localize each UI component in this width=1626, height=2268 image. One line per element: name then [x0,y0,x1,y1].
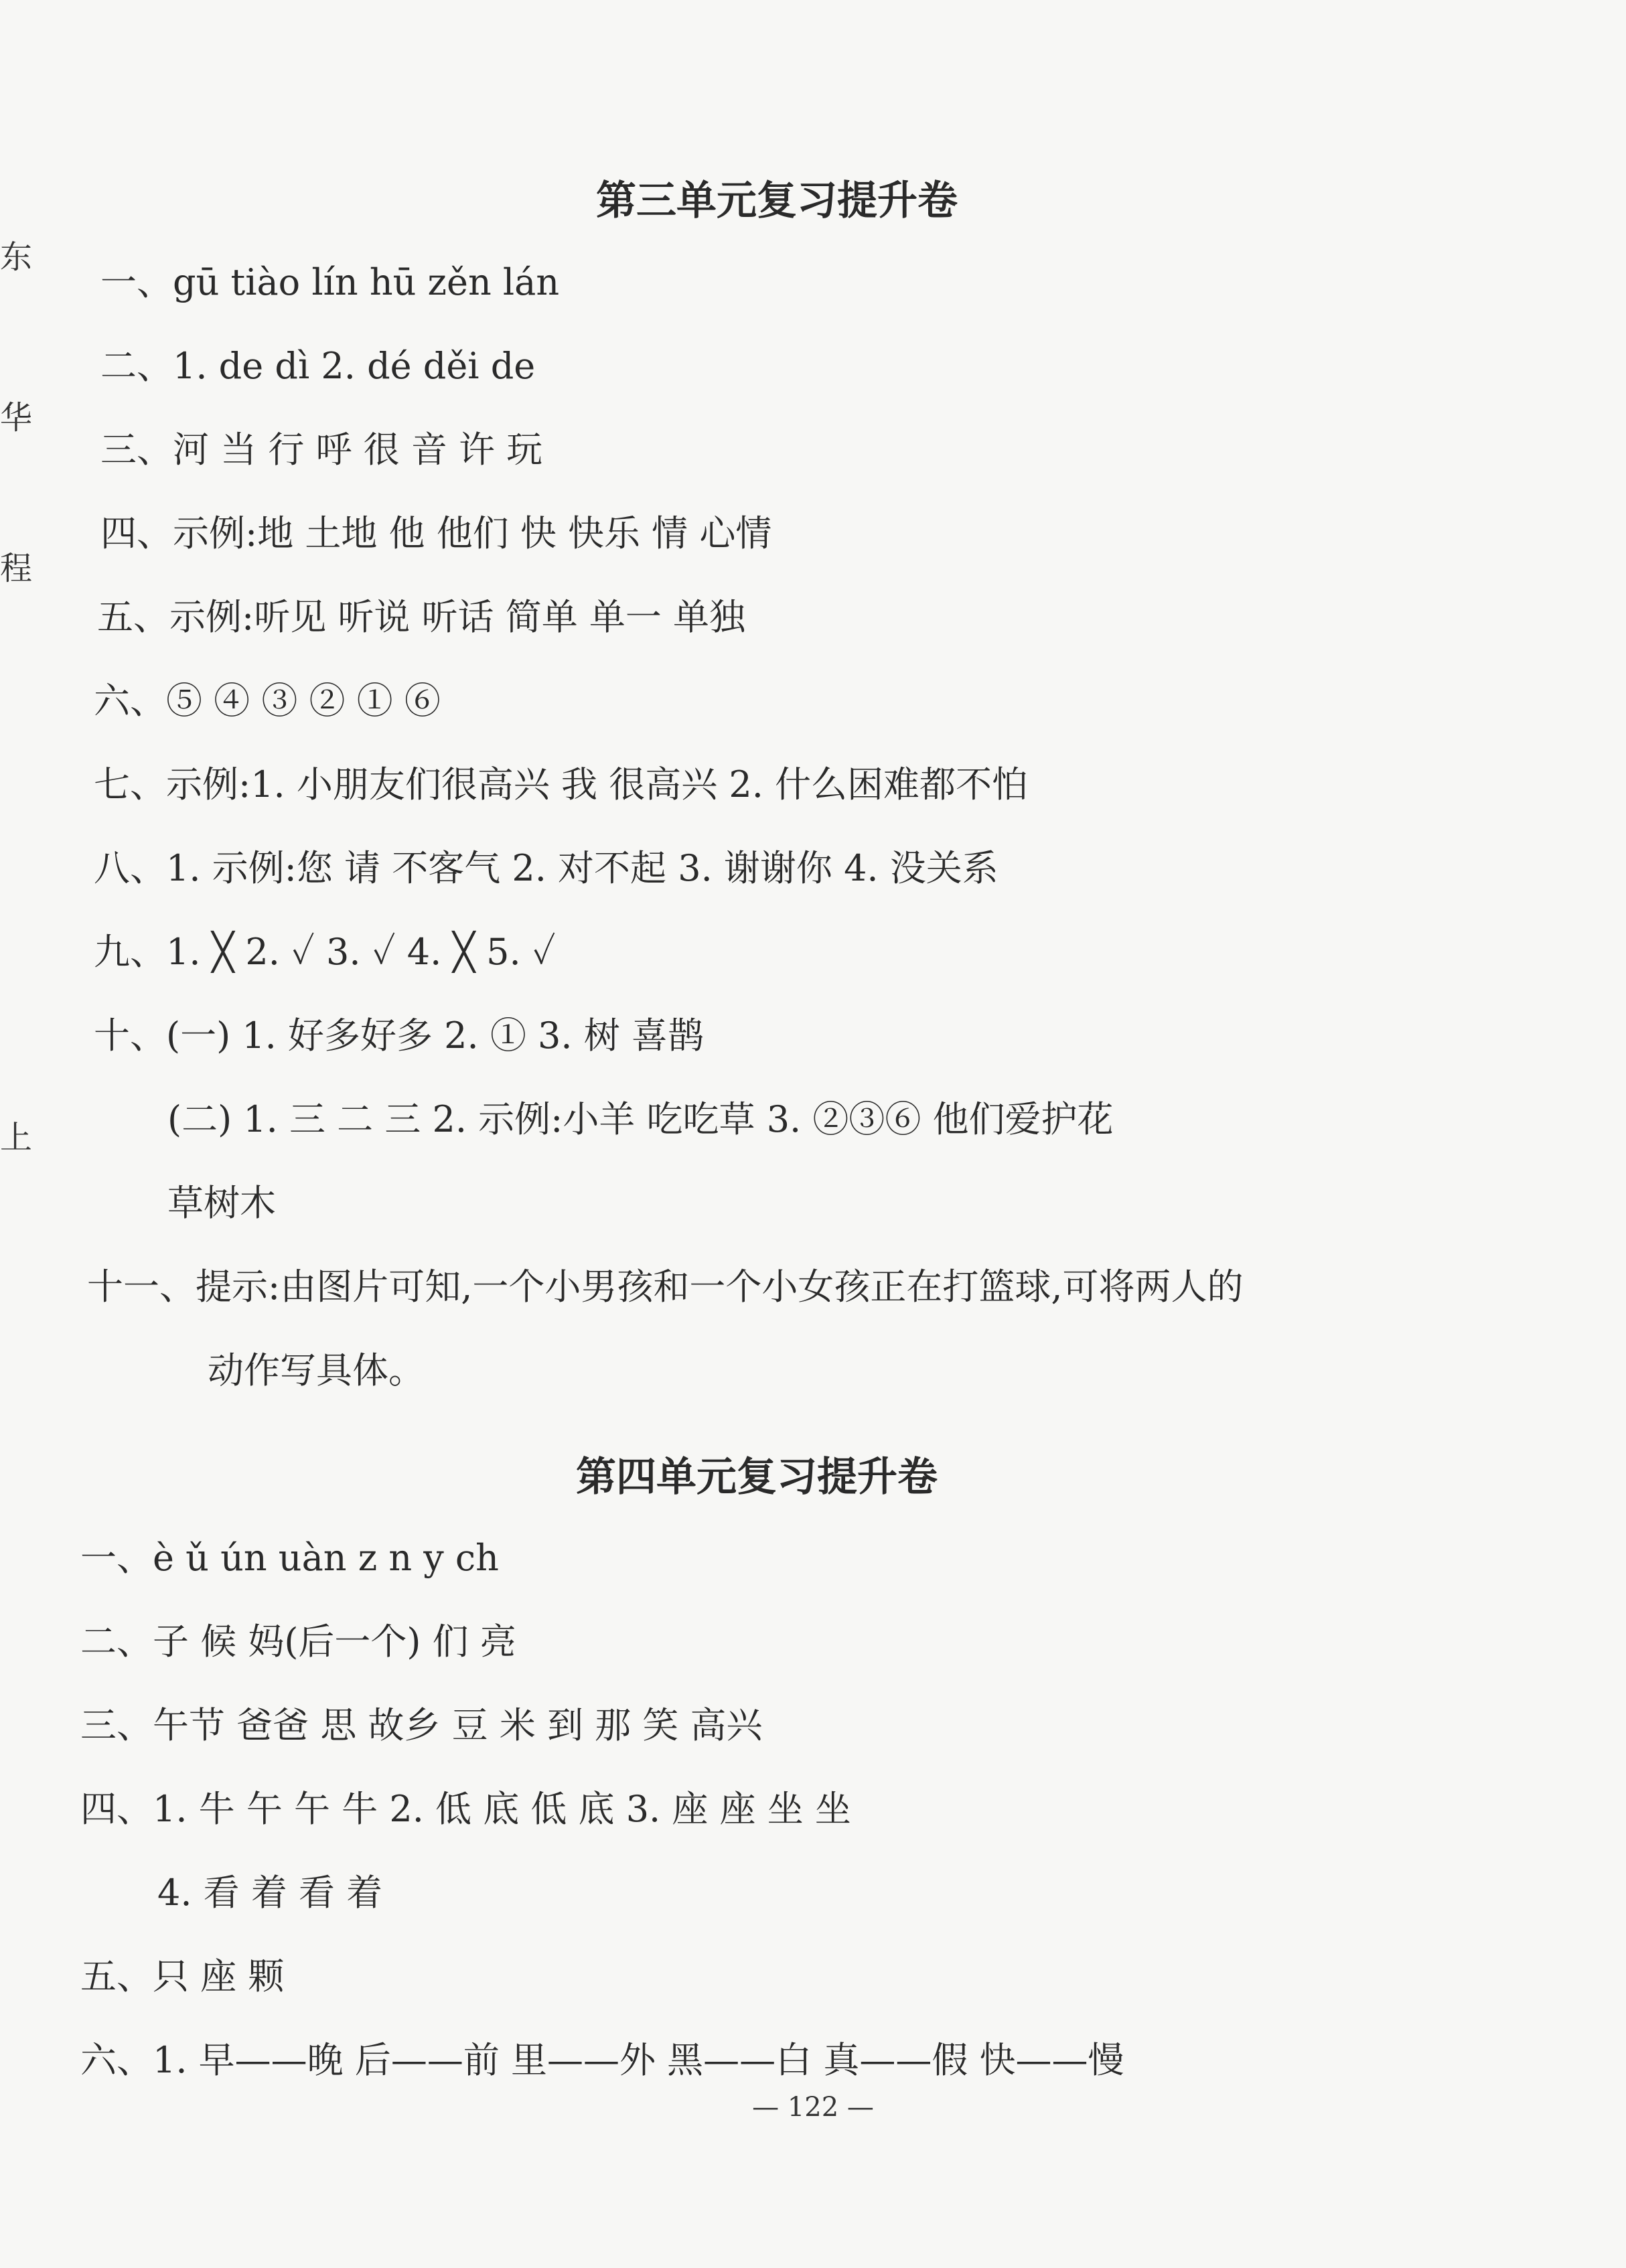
answer-line: 四、1. 牛 午 午 牛 2. 低 底 低 底 3. 座 座 坐 坐 [80,1788,851,1830]
page-number: — 122 — [752,2092,874,2123]
answer-line: 二、1. de dì 2. dé děi de [100,345,536,387]
answer-line: (二) 1. 三 二 三 2. 示例:小羊 吃吃草 3. ②③⑥ 他们爱护花 [167,1098,1114,1140]
answer-line: 二、子 候 妈(后一个) 们 亮 [80,1620,516,1663]
answer-line: 九、1. ╳ 2. ✓ 3. ✓ 4. ╳ 5. ✓ [94,931,556,973]
answer-line: 八、1. 示例:您 请 不客气 2. 对不起 3. 谢谢你 4. 没关系 [94,847,999,889]
answer-line: 一、è ǔ ún uàn z n y ch [80,1537,499,1579]
answer-line: 十、(一) 1. 好多好多 2. ① 3. 树 喜鹊 [94,1014,704,1057]
answer-line: 五、示例:听见 听说 听话 简单 单一 单独 [97,596,746,638]
answer-line: 三、午节 爸爸 思 故乡 豆 米 到 那 笑 高兴 [80,1704,763,1746]
section-title-unit4: 第四单元复习提升卷 [576,1454,938,1501]
margin-fragment: 东 [0,238,33,276]
answer-line: 一、gū tiào lín hū zěn lán [100,261,560,303]
margin-fragment: 华 [0,399,33,437]
answer-line: 4. 看 着 看 着 [157,1872,383,1914]
answer-line: 三、河 当 行 呼 很 音 许 玩 [100,429,543,471]
answer-line: 六、1. 早——晚 后——前 里——外 黑——白 真——假 快——慢 [80,2039,1124,2081]
margin-fragment: 上 [0,1119,33,1156]
answer-line: 七、示例:1. 小朋友们很高兴 我 很高兴 2. 什么困难都不怕 [94,763,1029,806]
answer-line: 动作写具体。 [208,1349,425,1391]
answer-line: 六、⑤ ④ ③ ② ① ⑥ [94,680,441,722]
answer-line: 十一、提示:由图片可知,一个小男孩和一个小女孩正在打篮球,可将两人的 [87,1266,1244,1308]
margin-fragment: 程 [0,550,33,587]
section-title-unit3: 第三单元复习提升卷 [596,177,958,224]
answer-line: 五、只 座 颗 [80,1955,285,1997]
answer-line: 四、示例:地 土地 他 他们 快 快乐 情 心情 [100,512,772,554]
answer-line: 草树木 [167,1182,276,1224]
